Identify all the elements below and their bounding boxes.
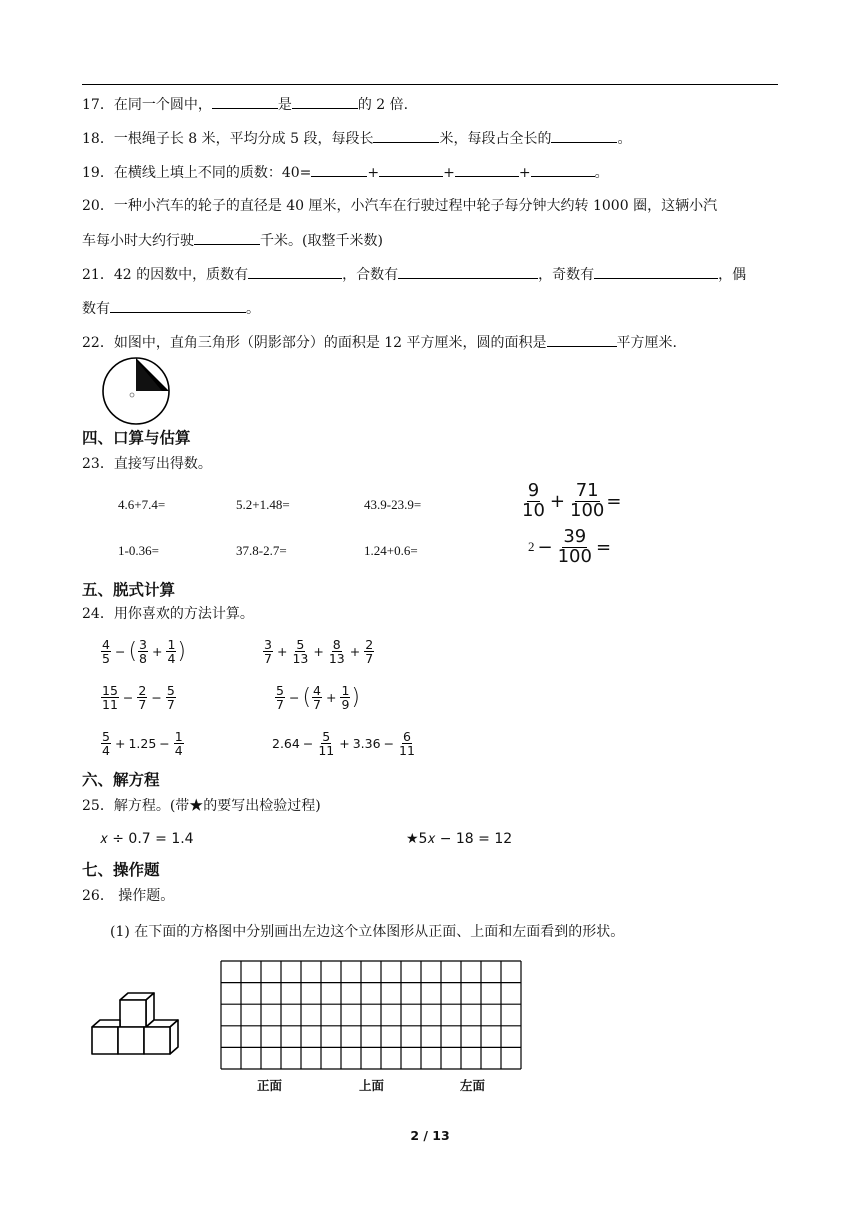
oral-calc: 4.6+7.4= bbox=[118, 497, 166, 512]
calc-expression-1: $\frac{4}{5}$ − ( $\frac{3}{8}$ + $\frac{1}{4}$ ) bbox=[102, 637, 187, 667]
oral-calc: 1.24+0.6= bbox=[364, 543, 418, 558]
calc-expression-6: 2.64 − $\frac{5}{11}$ + 3.36 − $\frac{6}{11}$ bbox=[272, 729, 415, 759]
page-number: 2 / 13 bbox=[410, 1128, 450, 1143]
section-heading-6: 六、解方程 bbox=[82, 771, 160, 789]
question-25: 25．解方程。(带★的要写出检验过程) bbox=[82, 798, 321, 814]
answer-blank[interactable] bbox=[531, 162, 595, 177]
grid-label-top: 上面 bbox=[359, 1078, 385, 1093]
grid-label-front: 正面 bbox=[257, 1078, 283, 1093]
answer-blank[interactable] bbox=[455, 162, 519, 177]
question-21: 21．42 的因数中，质数有 ，合数有 ，奇数有 ，偶 bbox=[82, 264, 746, 285]
header-rule bbox=[82, 84, 778, 85]
section-heading-4: 四、口算与估算 bbox=[82, 429, 191, 447]
drawing-grid[interactable] bbox=[218, 958, 526, 1072]
answer-blank[interactable] bbox=[594, 264, 718, 279]
calc-expression-3: $\frac{15}{11}$ − $\frac{2}{7}$ − $\frac{5}{7}$ bbox=[102, 683, 175, 713]
circle-triangle-figure bbox=[100, 356, 174, 426]
question-21-cont: 数有 。 bbox=[82, 298, 260, 319]
grid-label-left: 左面 bbox=[460, 1078, 486, 1093]
answer-blank[interactable] bbox=[194, 230, 260, 245]
question-number: 17． bbox=[82, 97, 114, 113]
question-26: 26． 操作题。 bbox=[82, 888, 175, 904]
question-17: 17．在同一个圆中， 是 的 2 倍. bbox=[82, 94, 408, 115]
answer-blank[interactable] bbox=[212, 94, 278, 109]
oral-calc: 5.2+1.48= bbox=[236, 497, 290, 512]
cube-solid-figure bbox=[84, 990, 184, 1062]
calc-expression-2: $\frac{3}{7}$ + $\frac{5}{13}$ + $\frac{8}{13}$ + $\frac{2}{7}$ bbox=[264, 637, 374, 667]
answer-blank[interactable] bbox=[248, 264, 342, 279]
question-26-sub: (1) 在下面的方格图中分别画出左边这个立体图形从正面、上面和左面看到的形状。 bbox=[110, 924, 625, 940]
question-20: 20．一种小汽车的轮子的直径是 40 厘米，小汽车在行驶过程中轮子每分钟大约转 1000 圈，这辆小汽 bbox=[82, 198, 718, 214]
question-19: 19．在横线上填上不同的质数：40= + + + 。 bbox=[82, 162, 609, 183]
answer-blank[interactable] bbox=[110, 298, 246, 313]
calc-expression-5: $\frac{5}{4}$ + 1.25 − $\frac{1}{4}$ bbox=[102, 729, 183, 759]
answer-blank[interactable] bbox=[398, 264, 538, 279]
fraction-calc-2: 2 − $\frac{39}{100}$ = bbox=[528, 526, 612, 567]
equation-1: 𝑥 ÷ 0.7 = 1.4 bbox=[100, 831, 194, 847]
answer-blank[interactable] bbox=[373, 128, 439, 143]
answer-blank[interactable] bbox=[547, 332, 617, 347]
question-22: 22．如图中，直角三角形（阴影部分）的面积是 12 平方厘米，圆的面积是 平方厘米. bbox=[82, 332, 677, 353]
answer-blank[interactable] bbox=[379, 162, 443, 177]
fraction-calc-1: $\frac{9}{10}$ + $\frac{71}{100}$ = bbox=[522, 480, 622, 521]
oral-calc: 43.9-23.9= bbox=[364, 497, 422, 512]
answer-blank[interactable] bbox=[311, 162, 367, 177]
equation-2: ★5𝑥 − 18 = 12 bbox=[406, 831, 513, 847]
section-heading-5: 五、脱式计算 bbox=[82, 581, 176, 599]
question-20-cont: 车每小时大约行驶 千米。(取整千米数) bbox=[82, 230, 383, 251]
oral-calc: 1-0.36= bbox=[118, 543, 159, 558]
question-23: 23．直接写出得数。 bbox=[82, 456, 212, 472]
section-heading-7: 七、操作题 bbox=[82, 861, 160, 879]
answer-blank[interactable] bbox=[292, 94, 358, 109]
calc-expression-4: $\frac{5}{7}$ − ( $\frac{4}{7}$ + $\frac{1}{9}$ ) bbox=[276, 683, 361, 713]
oral-calc: 37.8-2.7= bbox=[236, 543, 287, 558]
question-24: 24．用你喜欢的方法计算。 bbox=[82, 606, 254, 622]
answer-blank[interactable] bbox=[551, 128, 617, 143]
question-18: 18．一根绳子长 8 米，平均分成 5 段，每段长 米，每段占全长的 。 bbox=[82, 128, 631, 149]
